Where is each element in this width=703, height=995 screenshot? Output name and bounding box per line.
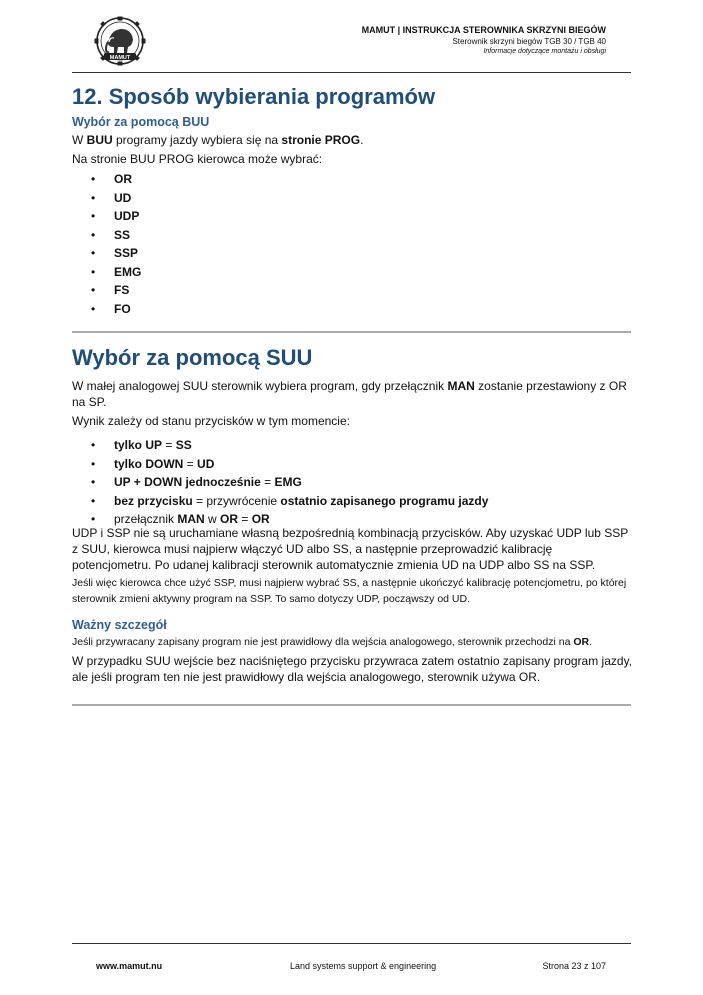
paragraph-ssp-calibration: Jeśli więc kierowca chce użyć SSP, musi najpierw wybrać SS, a następnie ukończyć kalibrację potencjometru, po której sterownik zmieni aktywny program na SSP. To samo dotyczy UDP, począwszy od UD. [72, 577, 627, 605]
running-header [362, 24, 606, 56]
list-item: • FS [72, 281, 141, 300]
paragraph-buu-intro: W BUU programy jazdy wybiera się na stronie PROG. [72, 133, 364, 147]
header-subtitle-2: Informacje dotyczące montażu i obsługi [483, 48, 606, 55]
list-item: • przełącznik MAN w OR = OR [72, 510, 488, 529]
paragraph-restore-or: Jeśli przywracany zapisany program nie jest prawidłowy dla wejścia analogowego, sterownik przechodzi na OR. [72, 636, 592, 648]
mamut-logo [94, 16, 146, 66]
subheading-buu: Wybór za pomocą BUU [72, 115, 210, 129]
list-item: • bez przycisku = przywrócenie ostatnio zapisanego programu jazdy [72, 492, 488, 511]
button-combination-list [72, 436, 488, 529]
paragraph-suu-result: Wynik zależy od stanu przycisków w tym momencie: [72, 414, 350, 428]
list-item: • tylko UP = SS [72, 436, 488, 455]
section-title-suu: Wybór za pomocą SUU [72, 345, 313, 370]
logo-text: MAMUT [109, 54, 131, 61]
list-item: • SSP [72, 244, 141, 263]
paragraph-suu-intro: W małej analogowej SUU sterownik wybiera program, gdy przełącznik MAN zostanie przestawiony z OR na SP. [72, 379, 627, 409]
list-item: • SS [72, 226, 141, 245]
program-list [72, 170, 141, 318]
footer-divider [72, 943, 631, 944]
list-item: • EMG [72, 263, 141, 282]
header-title: MAMUT | INSTRUKCJA STEROWNIKA SKRZYNI BIEGÓW [361, 25, 606, 35]
list-item: • UDP [72, 207, 141, 226]
list-item: • UP + DOWN jednocześnie = EMG [72, 473, 488, 492]
list-item: • FO [72, 300, 141, 319]
paragraph-udp-ssp: UDP i SSP nie są uruchamiane własną bezpośrednią kombinacją przycisków. Aby uzyskać UDP lub SSP z SUU, kierowca musi najpierw włączyć UD albo SS, a następnie przeprowadzić kalibrację potencjometru. Po udanej kalibracji sterownik automatycznie zmienia UD na UDP albo SS na SSP. [72, 526, 629, 572]
subheading-detail: Ważny szczegół [72, 618, 167, 632]
header-divider [72, 72, 631, 73]
list-item: • tylko DOWN = UD [72, 455, 488, 474]
section-divider [72, 331, 631, 333]
section-title-programs: 12. Sposób wybierania programów [72, 84, 436, 109]
header-subtitle: Sterownik skrzyni biegów TGB 30 / TGB 40 [452, 37, 606, 46]
list-item: • UD [72, 189, 141, 208]
footer-center: Land systems support & engineering [290, 961, 437, 971]
section-divider [72, 704, 631, 706]
footer-page-number: Strona 23 z 107 [542, 961, 606, 971]
list-item: • OR [72, 170, 141, 189]
footer-website: www.mamut.nu [96, 961, 163, 971]
paragraph-buu-prog: Na stronie BUU PROG kierowca może wybrać: [72, 152, 323, 166]
paragraph-suu-restore: W przypadku SUU wejście bez naciśniętego przycisku przywraca zatem ostatnio zapisany program jazdy, ale jeśli program ten nie jest prawidłowy dla wejścia analogowego, sterownik używa OR. [72, 654, 633, 684]
